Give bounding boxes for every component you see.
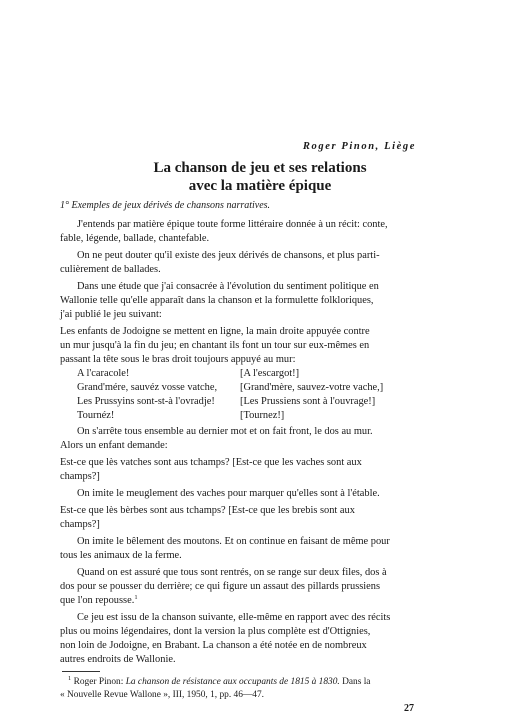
paragraph-10-text: que l'on repousse. bbox=[60, 595, 135, 606]
paragraph-4-line: un mur jusqu'à la fin du jeu; en chantant ils font un tour sur eux-mêmes en bbox=[60, 340, 370, 351]
section-heading: 1° Exemples de jeux dérivés de chansons narratives. bbox=[60, 200, 271, 211]
verse-french: [Grand'mère, sauvez-votre vache,] bbox=[240, 382, 384, 393]
verse-french: [Les Prussiens sont à l'ouvrage!] bbox=[240, 396, 376, 407]
paragraph-6-line: champs?] bbox=[60, 471, 100, 482]
paragraph-2-line: On ne peut douter qu'il existe des jeux dérivés de chansons, et plus parti- bbox=[77, 250, 380, 261]
paragraph-9-line: On imite le bêlement des moutons. Et on continue en faisant de même pour bbox=[77, 536, 390, 547]
verse-walloon: Grand'mére, sauvéz vosse vatche, bbox=[77, 382, 218, 393]
paragraph-4-line: passant la tête sous le bras droit toujours appuyé au mur: bbox=[60, 354, 296, 365]
paragraph-2-line: culièrement de ballades. bbox=[60, 264, 161, 275]
footnote-reference: 1 bbox=[134, 594, 138, 601]
paragraph-7-line: On imite le meuglement des vaches pour marquer qu'elles sont à l'étable. bbox=[77, 488, 380, 499]
paragraph-1-line: J'entends par matière épique toute forme littéraire donnée à un récit: conte, bbox=[77, 219, 388, 230]
paragraph-10-line bbox=[60, 595, 138, 607]
paragraph-11-line: plus ou moins légendaires, dont la version la plus complète est d'Ottignies, bbox=[60, 626, 371, 637]
paragraph-9-line: tous les animaux de la ferme. bbox=[60, 550, 182, 561]
verse-french: [A l'escargot!] bbox=[240, 368, 300, 379]
paragraph-11-line: Ce jeu est issu de la chanson suivante, elle-même en rapport avec des récits bbox=[77, 612, 391, 623]
verse-walloon: A l'caracole! bbox=[77, 368, 130, 379]
paragraph-11-line: autres endroits de Wallonie. bbox=[60, 654, 176, 665]
verse-walloon: Les Prussyins sont-st-à l'ovradje! bbox=[77, 396, 215, 407]
title-line-1: La chanson de jeu et ses relations bbox=[153, 160, 367, 176]
author-line: Roger Pinon, Liège bbox=[302, 141, 416, 152]
footnote-rule bbox=[62, 671, 100, 672]
footnote-author: Roger Pinon: bbox=[73, 677, 126, 687]
footnote-post: Dans la bbox=[339, 677, 371, 687]
paragraph-10-line: dos pour se pousser du derrière; ce qui figure un assaut des pillards prussiens bbox=[60, 581, 381, 592]
paragraph-10-line: Quand on est assuré que tous sont rentrés, on se range sur deux files, dos à bbox=[77, 567, 387, 578]
paragraph-3-line: j'ai publié le jeu suivant: bbox=[60, 309, 162, 320]
paragraph-6-line: Est-ce que lès vatches sont aus tchamps? [Est-ce que les vaches sont aux bbox=[60, 457, 362, 468]
paragraph-8-line: Est-ce que lès bèrbes sont aus tchamps? [Est-ce que les brebis sont aux bbox=[60, 505, 355, 516]
footnote-mark: 1 bbox=[68, 675, 72, 682]
paragraph-5-line: On s'arrête tous ensemble au dernier mot et on fait front, le dos au mur. bbox=[77, 426, 373, 437]
paragraph-3-line: Dans une étude que j'ai consacrée à l'évolution du sentiment politique en bbox=[77, 281, 379, 292]
page-number: 27 bbox=[404, 703, 414, 714]
footnote-work: La chanson de résistance aux occupants de 1815 à 1830. bbox=[125, 677, 340, 687]
footnote-line bbox=[68, 676, 370, 688]
paragraph-5-line: Alors un enfant demande: bbox=[60, 440, 168, 451]
title-line-2: avec la matière épique bbox=[188, 178, 332, 194]
paragraph-11-line: non loin de Jodoigne, en Brabant. La chanson a été notée en de nombreux bbox=[60, 640, 367, 651]
verse-french: [Tournez!] bbox=[240, 410, 285, 421]
paragraph-3-line: Wallonie telle qu'elle apparaît dans la chanson et la formulette folkloriques, bbox=[60, 295, 374, 306]
paragraph-4-line: Les enfants de Jodoigne se mettent en ligne, la main droite appuyée contre bbox=[60, 326, 370, 337]
verse-walloon: Tournéz! bbox=[77, 410, 115, 421]
footnote-line-2: « Nouvelle Revue Wallone », III, 1950, 1, pp. 46—47. bbox=[60, 690, 264, 700]
paragraph-8-line: champs?] bbox=[60, 519, 100, 530]
paragraph-1-line: fable, légende, ballade, chantefable. bbox=[60, 233, 210, 244]
